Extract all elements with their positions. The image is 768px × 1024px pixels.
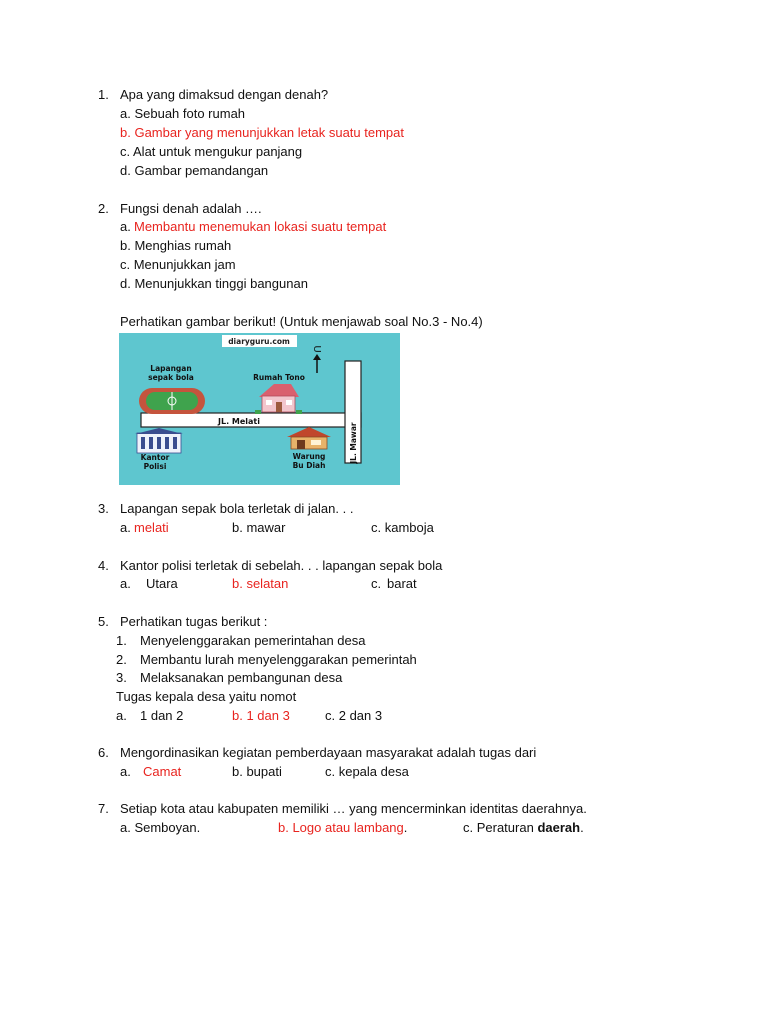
map-svg [119,333,400,485]
option-c-prefix: c. [371,576,382,591]
task-number: 1. [116,633,127,648]
option-b-answer: b. Gambar yang menunjukkan letak suatu tempat [120,125,404,140]
option-a-prefix: a. [120,219,131,234]
task-number: 2. [116,652,127,667]
field-label-line1: Lapangan [150,364,192,373]
task-text: Membantu lurah menyelenggarakan pemerintah [140,652,417,667]
option-a-prefix: a. [116,708,127,723]
shop-icon [291,437,327,449]
option-a: a. Sebuah foto rumah [120,106,246,121]
option-b-group [278,819,407,837]
option-c-prefix: c. Peraturan [463,820,538,835]
option-b-answer: b. selatan [232,576,289,591]
question-number: 4. [98,558,109,573]
field-label-line2: sepak bola [148,373,194,382]
option-c-group [463,819,584,837]
option-c: barat [387,576,417,591]
option-a: a. Semboyan. [120,820,201,835]
option-a-answer: Camat [143,764,182,779]
watermark-text: diaryguru.com [228,337,290,346]
option-c-bold: daerah [537,820,581,835]
option-c: c. 2 dan 3 [325,708,383,723]
question-text: Lapangan sepak bola terletak di jalan. . . [120,501,354,516]
option-a-answer: Membantu menemukan lokasi suatu tempat [134,219,387,234]
question-text: Fungsi denah adalah …. [120,201,262,216]
question-number: 2. [98,201,109,216]
question-text: Setiap kota atau kabupaten memiliki … yang mencerminkan identitas daerahnya. [120,801,587,816]
street-label-mawar: JL. Mawar [349,422,358,464]
option-c: c. Alat untuk mengukur panjang [120,144,303,159]
option-d: d. Menunjukkan tinggi bangunan [120,276,308,291]
option-c: c. Menunjukkan jam [120,257,236,272]
option-b-answer: b. Logo atau lambang [278,820,404,835]
question-number: 6. [98,745,109,760]
option-a-answer: melati [134,520,169,535]
option-b: b. Menghias rumah [120,238,232,253]
option-c: c. kamboja [371,520,434,535]
option-a: 1 dan 2 [140,708,184,723]
option-a-prefix: a. [120,520,131,535]
question-text: Kantor polisi terletak di sebelah. . . lapangan sepak bola [120,558,443,573]
map-image [119,333,400,485]
police-label-line2: Polisi [143,462,167,471]
task-number: 3. [116,670,127,685]
question-text: Apa yang dimaksud dengan denah? [120,87,329,102]
option-a-prefix: a. [120,764,131,779]
north-label: U [311,345,322,353]
house-label: Rumah Tono [253,373,305,382]
option-d: d. Gambar pemandangan [120,163,269,178]
option-b-answer: b. 1 dan 3 [232,708,290,723]
question-number: 7. [98,801,109,816]
question-number: 5. [98,614,109,629]
question-number: 3. [98,501,109,516]
question-number: 1. [98,87,109,102]
sub-question: Tugas kepala desa yaitu nomot [116,689,297,704]
option-c: c. kepala desa [325,764,409,779]
question-text: Mengordinasikan kegiatan pemberdayaan masyarakat adalah tugas dari [120,745,537,760]
task-text: Menyelenggarakan pemerintahan desa [140,633,366,648]
question-text: Perhatikan tugas berikut : [120,614,268,629]
option-a-prefix: a. [120,576,131,591]
shop-label-line1: Warung [292,452,326,461]
option-b: b. bupati [232,764,282,779]
task-text: Melaksanakan pembangunan desa [140,670,343,685]
option-b: b. mawar [232,520,286,535]
shop-label-line2: Bu Diah [292,461,326,470]
police-label-line1: Kantor [140,453,170,462]
option-a: Utara [146,576,178,591]
option-c-period: . [580,820,584,835]
option-b-period: . [403,820,408,835]
street-label-melati: JL. Melati [218,417,260,426]
map-instruction: Perhatikan gambar berikut! (Untuk menjawab soal No.3 - No.4) [120,314,483,329]
